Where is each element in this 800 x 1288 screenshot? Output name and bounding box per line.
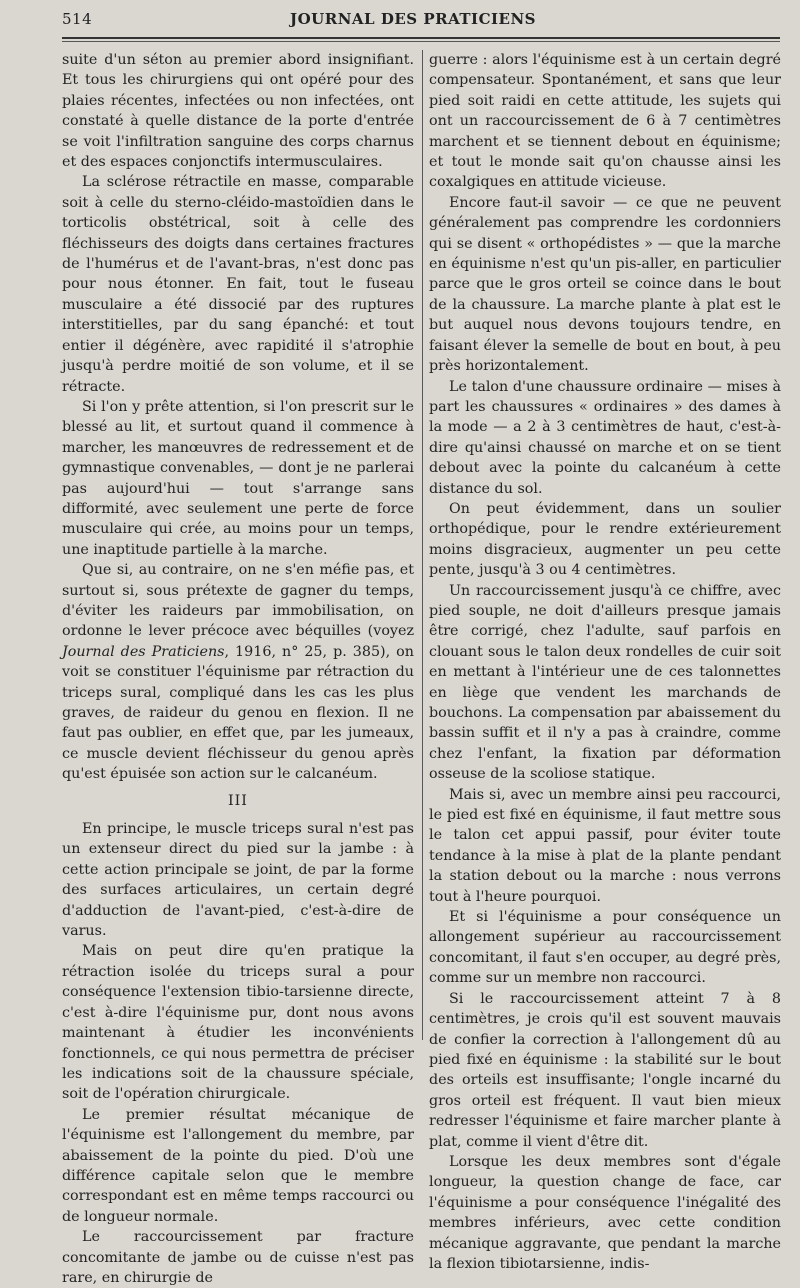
paragraph: Mais si, avec un membre ainsi peu raccourci, le pied est fixé en équinisme, il faut mettre sous le talon cet appui passif, pour éviter toute tendance à la mise à plat de la plante pendant la station debout ou la marche : nous verrons tout à l'heure pourquoi. — [429, 786, 781, 905]
left-column — [62, 50, 414, 1288]
journal-title: JOURNAL DES PRATICIENS — [290, 10, 536, 28]
paragraph: Lorsque les deux membres sont d'égale longueur, la question change de face, car l'équinisme a pour conséquence l'inégalité des membres inférieurs, avec cette condition mécanique aggravante, que pendant la marche la flexion tibiotarsienne, indis- — [429, 1153, 781, 1272]
paragraph: On peut évidemment, dans un soulier orthopédique, pour le rendre extérieurement moins disgracieux, augmenter un peu cette pente, jusqu'à 3 ou 4 centimètres. — [429, 500, 781, 579]
page-number: 514 — [62, 10, 93, 28]
paragraph: La sclérose rétractile en masse, comparable soit à celle du sterno-cléido-mastoïdien dans le torticolis obstétrical, soit à celle des fléchisseurs des doigts dans certaines fractures de l'humérus et de l'avant-bras, n'est donc pas pour nous étonner. En fait, tout le fuseau musculaire a été dissocié par des ruptures interstitielles, par du sang épanché: et tout entier il dégénère, avec rapidité il s'atrophie jusqu'à perdre moitié de son volume, et il se rétracte. — [62, 174, 414, 395]
paragraph: Si le raccourcissement atteint 7 à 8 centimètres, je crois qu'il est souvent mauvais de confier la correction à l'allongement dû au pied fixé en équinisme : la stabilité sur le bout des orteils est insuffisante; l'ongle incarné du gros orteil est fréquent. Il vaut bien mieux redresser l'équinisme et faire marcher plante à plat, comme il vient d'être dit. — [429, 990, 781, 1150]
section-heading: III — [228, 792, 248, 809]
paragraph: Et si l'équinisme a pour conséquence un allongement supérieur au raccourcissement concomitant, il faut s'en occuper, au degré près, comme sur un membre non raccourci. — [429, 909, 781, 987]
header-rule-thin — [62, 41, 780, 42]
paragraph — [62, 560, 414, 784]
column-divider — [422, 50, 423, 1040]
paragraph: Un raccourcissement jusqu'à ce chiffre, avec pied souple, ne doit d'ailleurs presque jamais être corrigé, chez l'adulte, sauf parfois en clouant sous le talon deux rondelles de cuir soit en mettant à l'intérieur une de ces talonnettes en liège que vendent les marchands de bouchons. La compensation par abaissement du bassin suffit et il n'y a pas à craindre, comme chez l'enfant, la fixation par déformation osseuse de la scoliose statique. — [429, 582, 781, 783]
paragraph: guerre : alors l'équinisme est à un certain degré compensateur. Spontanément, et sans que leur pied soit raidi en cette attitude, les sujets qui ont un raccourcissement de 6 à 7 centimètres marchent et se tiennent debout en équinisme; et tout le monde sait qu'on chausse ainsi les coxalgiques en attitude vicieuse. — [429, 52, 781, 191]
paragraph: Encore faut-il savoir — ce que ne peuvent généralement pas comprendre les cordonniers qui se disent « orthopédistes » — que la marche en équinisme n'est qu'un pis-aller, en particulier parce que le gros orteil se coince dans le bout de la chaussure. La marche plante à plat est le but auquel nous devons toujours tendre, en faisant élever la semelle de bout en bout, à peu près horizontalement. — [429, 194, 781, 375]
paragraph: Mais on peut dire qu'en pratique la rétraction isolée du triceps sural a pour conséquence l'extension tibio-tarsienne directe, c'est à-dire l'équinisme pur, dont nous avons maintenant à étudier les inconvénients fonctionnels, ce qui nous permettra de préciser les indications soit de la chaussure spéciale, soit de l'opération chirurgicale. — [62, 943, 414, 1103]
paragraph: Si l'on y prête attention, si l'on prescrit sur le blessé au lit, et surtout quand il commence à marcher, les manœuvres de redressement et de gymnastique convenables, — dont je ne parlerai pas aujourd'hui — tout s'arrange sans difformité, avec seulement une perte de force musculaire qui crée, au moins pour un temps, une inaptitude partielle à la marche. — [62, 398, 414, 558]
paragraph: En principe, le muscle triceps sural n'est pas un extenseur direct du pied sur la jambe : à cette action principale se joint, de par la forme des surfaces articulaires, un certain degré d'adduction de l'avant-pied, c'est-à-dire de varus. — [62, 821, 414, 940]
paragraph: suite d'un séton au premier abord insignifiant. Et tous les chirurgiens qui ont opéré pour des plaies récentes, infectées ou non infectées, ont constaté à quelle distance de la porte d'entrée se voit l'infiltration sanguine des corps charnus et des espaces conjonctifs intermusculaires. — [62, 52, 414, 171]
journal-reference: Journal des Praticiens — [62, 643, 225, 660]
page-header — [62, 10, 764, 34]
right-column — [429, 50, 781, 1274]
paragraph-text: Que si, au contraire, on ne s'en méfie pas, et surtout si, sous prétexte de gagner du temps, d'éviter les raideurs par immobilisation, on ordonne le lever précoce avec béquilles (voyez — [62, 562, 414, 640]
paragraph: Le premier résultat mécanique de l'équinisme est l'allongement du membre, par abaissement de la pointe du pied. D'où une différence capitale selon que le membre correspondant est en même temps raccourci ou de longueur normale. — [62, 1106, 414, 1225]
paragraph-text: , 1916, n° 25, p. 385), on voit se constituer l'équinisme par rétraction du triceps sural, compliqué dans les cas les plus graves, de raideur du genou en flexion. Il ne faut pas oublier, en effet que, par les jumeaux, ce muscle devient fléchisseur du genou après qu'est épuisée son action sur le calcanéum. — [62, 643, 414, 783]
header-rule — [62, 37, 780, 39]
paragraph: Le raccourcissement par fracture concomitante de jambe ou de cuisse n'est pas rare, en chirurgie de — [62, 1229, 414, 1286]
paragraph: Le talon d'une chaussure ordinaire — mises à part les chaussures « ordinaires » des dames à la mode — a 2 à 3 centimètres de haut, c'est-à-dire qu'ainsi chaussé on marche et on se tient debout avec la pointe du calcanéum à cette distance du sol. — [429, 378, 781, 497]
